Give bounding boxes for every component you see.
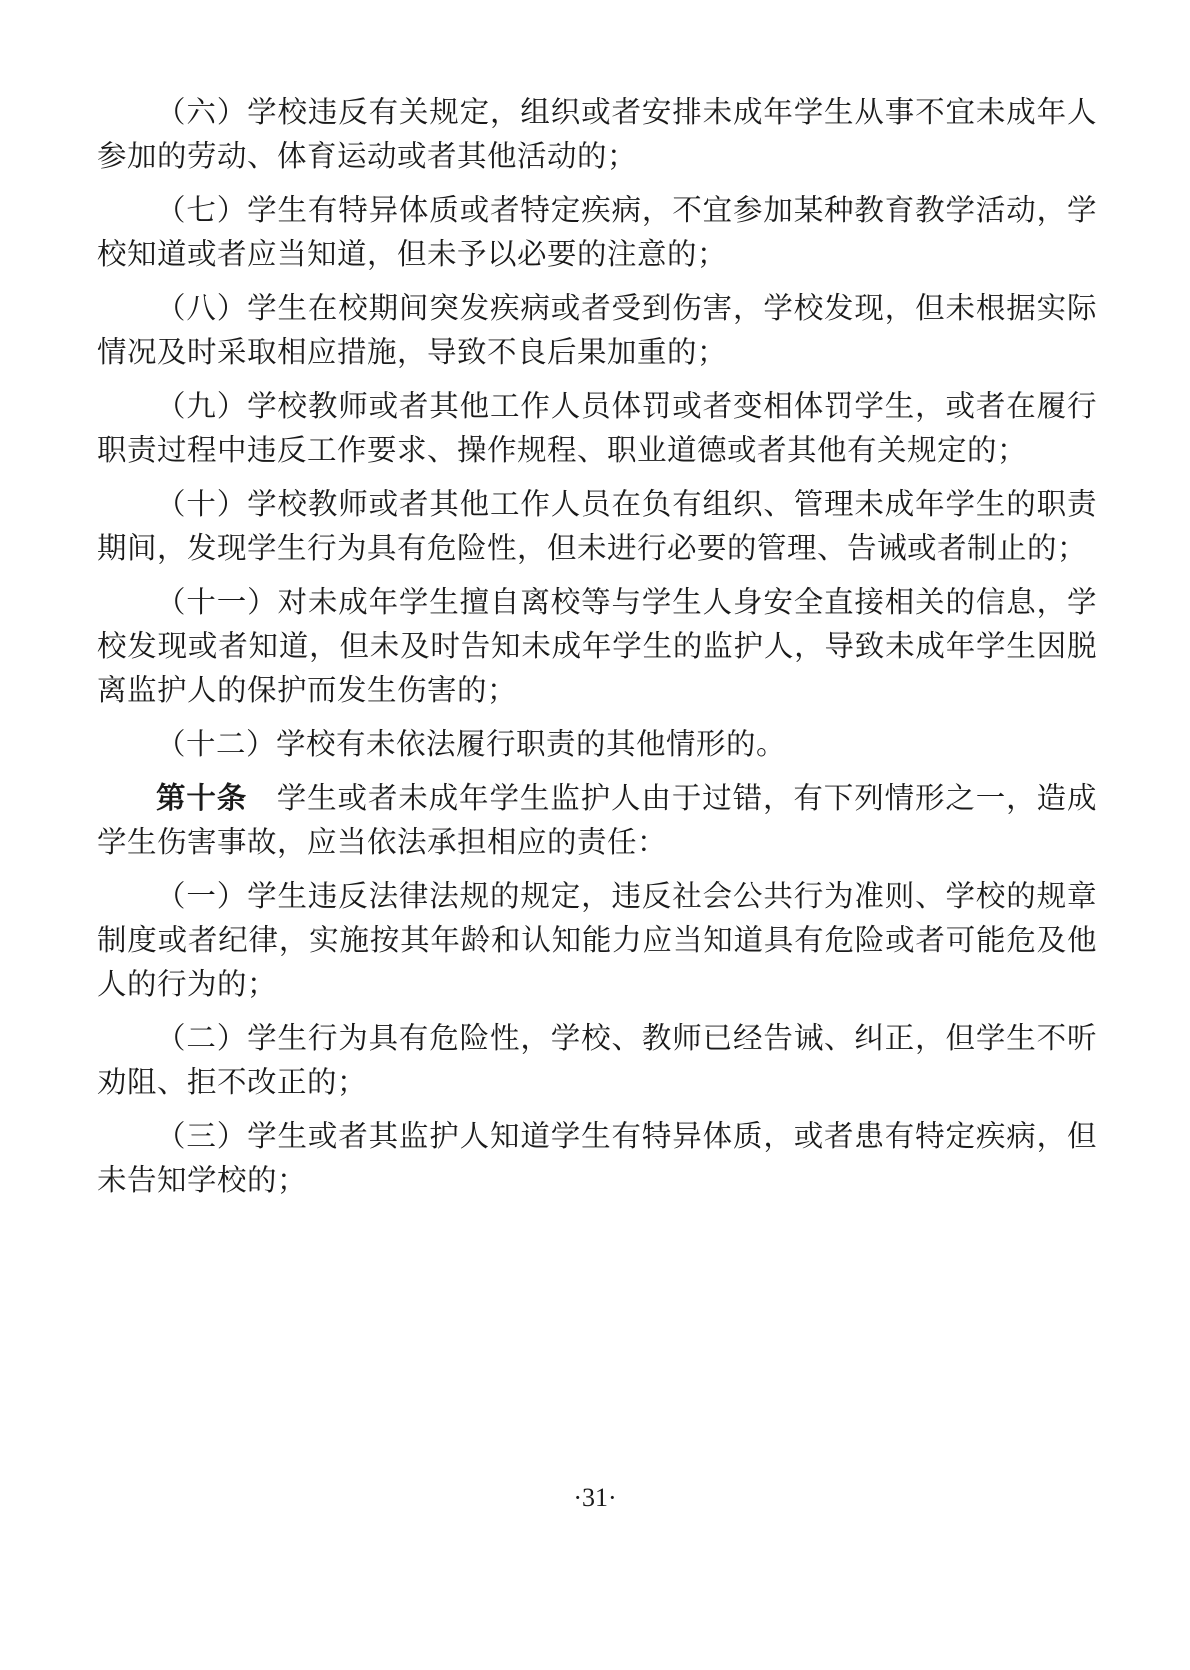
clause-2: （二）学生行为具有危险性，学校、教师已经告诫、纠正，但学生不听劝阻、拒不改正的；: [97, 1021, 1097, 1099]
clause-10: （十）学校教师或者其他工作人员在负有组织、管理未成年学生的职责期间，发现学生行为具有危险性，但未进行必要的管理、告诫或者制止的；: [97, 487, 1097, 565]
clause-6: （六）学校违反有关规定，组织或者安排未成年学生从事不宜未成年人参加的劳动、体育运动或者其他活动的；: [97, 95, 1097, 173]
article-label: 第十条: [156, 780, 248, 815]
clause-1: （一）学生违反法律法规的规定，违反社会公共行为准则、学校的规章制度或者纪律，实施按其年龄和认知能力应当知道具有危险或者可能危及他人的行为的；: [97, 879, 1097, 1001]
article-text: 学生或者未成年学生监护人由于过错，有下列情形之一，造成学生伤害事故，应当依法承担相应的责任：: [97, 781, 1097, 859]
clause-11: （十一）对未成年学生擅自离校等与学生人身安全直接相关的信息，学校发现或者知道，但未及时告知未成年学生的监护人，导致未成年学生因脱离监护人的保护而发生伤害的；: [97, 585, 1097, 707]
clause-3: （三）学生或者其监护人知道学生有特异体质，或者患有特定疾病，但未告知学校的；: [97, 1119, 1097, 1197]
article-10: [97, 776, 1097, 864]
clause-12: （十二）学校有未依法履行职责的其他情形的。: [156, 727, 787, 761]
document-body: [97, 90, 1097, 1212]
page-number: ·31·: [573, 1483, 617, 1512]
clause-8: （八）学生在校期间突发疾病或者受到伤害，学校发现，但未根据实际情况及时采取相应措施，导致不良后果加重的；: [97, 291, 1097, 369]
clause-9: （九）学校教师或者其他工作人员体罚或者变相体罚学生，或者在履行职责过程中违反工作要求、操作规程、职业道德或者其他有关规定的；: [97, 389, 1097, 467]
clause-7: （七）学生有特异体质或者特定疾病，不宜参加某种教育教学活动，学校知道或者应当知道，但未予以必要的注意的；: [97, 193, 1097, 271]
